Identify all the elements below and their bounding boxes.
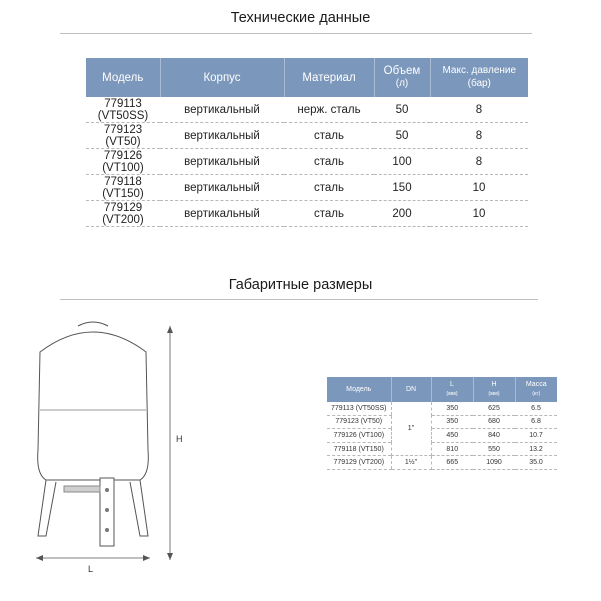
cell-body: вертикальный: [160, 201, 284, 227]
cell-pressure: 10: [430, 175, 528, 201]
header-h-unit: (мм): [488, 391, 500, 397]
header-volume: [374, 58, 430, 97]
cell-volume: 200: [374, 201, 430, 227]
cell-mass: 13.2: [515, 442, 557, 456]
cell-l: 810: [431, 442, 473, 456]
cell-body: вертикальный: [160, 97, 284, 123]
header-mass: [515, 377, 557, 402]
dimensions-title: Габаритные размеры: [228, 277, 373, 293]
cell-pressure: 8: [430, 123, 528, 149]
header-volume-unit: (л): [395, 78, 409, 89]
height-dimension: [167, 326, 173, 560]
cell-model: 779126 (VT100): [86, 149, 160, 175]
table-row: [86, 201, 528, 227]
cell-volume: 50: [374, 123, 430, 149]
dimensions-header-row: [327, 377, 557, 402]
tank-leg-right: [130, 480, 148, 536]
cell-h: 840: [473, 429, 515, 443]
cell-model: 779118 (VT150): [86, 175, 160, 201]
header-h-label: H: [491, 381, 497, 388]
tank-drawing: [0, 300, 200, 590]
technical-title-rule: [60, 33, 532, 34]
cell-body: вертикальный: [160, 175, 284, 201]
cell-dn: 1½": [391, 456, 431, 470]
header-l-label: L: [450, 381, 454, 388]
cell-volume: 150: [374, 175, 430, 201]
cell-mass: 6.5: [515, 402, 557, 415]
length-dimension: [36, 555, 150, 561]
cell-mass: 6.8: [515, 415, 557, 429]
cell-h: 550: [473, 442, 515, 456]
header-model: Модель: [86, 58, 160, 97]
cell-material: сталь: [284, 175, 374, 201]
header-material: Материал: [284, 58, 374, 97]
cell-pressure: 10: [430, 201, 528, 227]
header-pressure-label: Макс. давление: [442, 65, 517, 76]
cell-material: сталь: [284, 201, 374, 227]
cell-l: 350: [431, 415, 473, 429]
header-model: Модель: [327, 377, 391, 402]
table-row: [86, 149, 528, 175]
header-l-unit: (мм): [446, 391, 458, 397]
cell-model: 779118 (VT150): [327, 442, 391, 456]
cell-body: вертикальный: [160, 149, 284, 175]
base-plate: [64, 486, 100, 492]
header-dn: DN: [391, 377, 431, 402]
cell-pressure: 8: [430, 149, 528, 175]
header-l: [431, 377, 473, 402]
table-row: [86, 175, 528, 201]
cell-volume: 50: [374, 97, 430, 123]
cell-pressure: 8: [430, 97, 528, 123]
header-h: [473, 377, 515, 402]
tank-leg-left: [38, 480, 56, 536]
table-row: [327, 429, 557, 443]
cell-h: 680: [473, 415, 515, 429]
table-row: [327, 442, 557, 456]
cell-mass: 35.0: [515, 456, 557, 470]
table-row: [327, 456, 557, 470]
technical-header-row: [86, 58, 528, 97]
cell-material: нерж. сталь: [284, 97, 374, 123]
cell-volume: 100: [374, 149, 430, 175]
header-pressure: [430, 58, 528, 97]
header-body: Корпус: [160, 58, 284, 97]
table-row: [86, 123, 528, 149]
cell-model: 779129 (VT200): [86, 201, 160, 227]
cell-model: 779123 (VT50): [86, 123, 160, 149]
dimensions-table: [327, 377, 557, 470]
cell-h: 625: [473, 402, 515, 415]
table-row: [327, 415, 557, 429]
cell-body: вертикальный: [160, 123, 284, 149]
cell-material: сталь: [284, 149, 374, 175]
cell-model: 779129 (VT200): [327, 456, 391, 470]
table-row: [86, 97, 528, 123]
cell-model: 779123 (VT50): [327, 415, 391, 429]
length-label: L: [88, 564, 94, 574]
cell-material: сталь: [284, 123, 374, 149]
technical-data-title: Технические данные: [230, 10, 371, 26]
header-mass-label: Масса: [525, 381, 547, 388]
tank-top-fitting: [78, 322, 108, 326]
height-label: H: [176, 434, 183, 444]
cell-l: 350: [431, 402, 473, 415]
cell-mass: 10.7: [515, 429, 557, 443]
header-volume-label: Объем: [383, 65, 421, 77]
cell-l: 450: [431, 429, 473, 443]
cell-h: 1090: [473, 456, 515, 470]
tank-body: [38, 332, 149, 480]
table-row: [327, 402, 557, 415]
header-mass-unit: (кг): [532, 391, 541, 397]
cell-model: 779126 (VT100): [327, 429, 391, 443]
cell-l: 665: [431, 456, 473, 470]
cell-model: 779113 (VT50SS): [327, 402, 391, 415]
header-pressure-unit: (бар): [467, 78, 491, 89]
cell-dn: 1": [391, 402, 431, 456]
cell-model: 779113 (VT50SS): [86, 97, 160, 123]
technical-data-table: [86, 58, 528, 227]
